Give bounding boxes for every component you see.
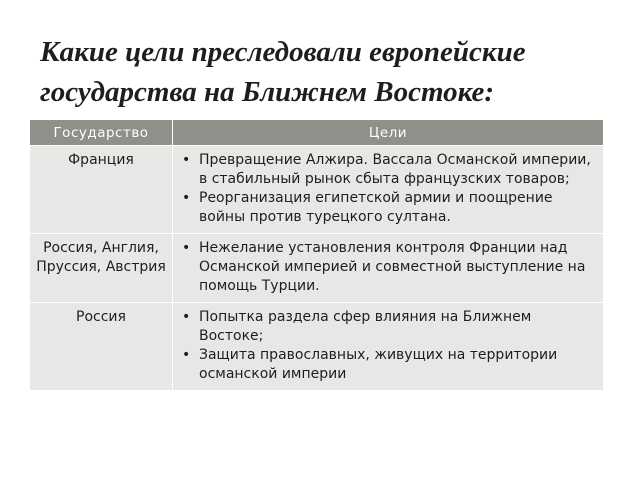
goals-table (29, 119, 604, 391)
state-cell: Россия (30, 303, 173, 391)
goal-text: Попытка раздела сфер влияния на Ближнем Востоке; (199, 309, 532, 344)
bullet-icon: • (182, 347, 191, 363)
bullet-icon: • (182, 190, 191, 206)
goals-list (173, 239, 595, 296)
goal-item (182, 239, 595, 296)
table-row (30, 234, 604, 303)
goals-list (173, 308, 595, 384)
goal-text: Превращение Алжира. Вассала Османской империи, в стабильный рынок сбыта французских товаров; (199, 152, 591, 187)
header-goals: Цели (173, 120, 604, 146)
goal-text: Защита православных, живущих на территории османской империи (199, 347, 558, 382)
goal-text: Нежелание установления контроля Франции над Османской империей и совместной выступление на помощь Турции. (199, 240, 586, 294)
bullet-icon: • (182, 309, 191, 325)
goal-item (182, 151, 595, 189)
goals-cell (173, 146, 604, 234)
goals-table-container (29, 119, 603, 391)
header-state: Государство (30, 120, 173, 146)
goal-item (182, 346, 595, 384)
goals-cell (173, 234, 604, 303)
slide-title: Какие цели преследовали европейские государства на Ближнем Востоке: (40, 36, 526, 108)
state-cell: Франция (30, 146, 173, 234)
table-header-row (30, 120, 604, 146)
goals-list (173, 151, 595, 227)
state-cell: Россия, Англия, Пруссия, Австрия (30, 234, 173, 303)
bullet-icon: • (182, 240, 191, 256)
table-row (30, 146, 604, 234)
goals-cell (173, 303, 604, 391)
goal-text: Реорганизация египетской армии и поощрение войны против турецкого султана. (199, 190, 553, 225)
goal-item (182, 189, 595, 227)
goal-item (182, 308, 595, 346)
table-row (30, 303, 604, 391)
bullet-icon: • (182, 152, 191, 168)
